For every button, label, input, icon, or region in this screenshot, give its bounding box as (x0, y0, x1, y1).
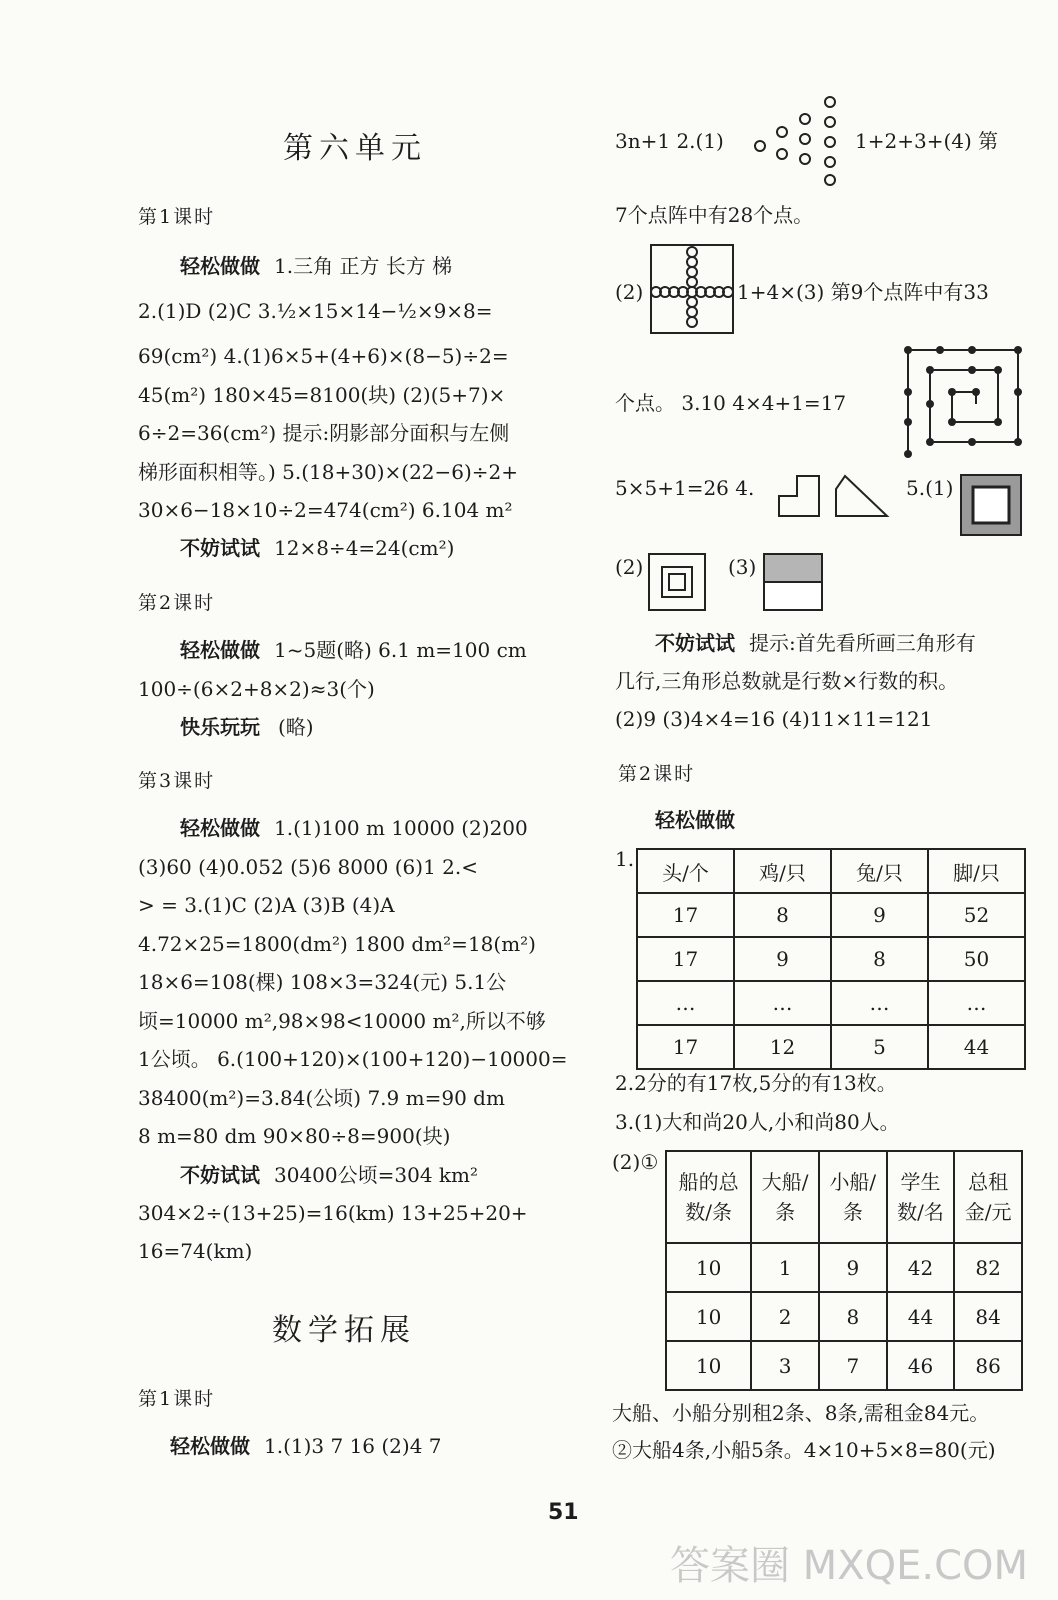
label-bfss: 不妨试试 (655, 631, 735, 655)
answer-line: (2)9 (3)4×4=16 (4)11×11=121 (615, 707, 933, 731)
answer-line (170, 1432, 442, 1460)
triangular-dot-pattern-figure (750, 94, 840, 186)
table-cell: 46 (887, 1341, 955, 1390)
table-cell: … (928, 981, 1025, 1025)
trapezoid-shape-figure (835, 475, 890, 517)
table-cell: 7 (819, 1341, 887, 1390)
answer-line (180, 814, 528, 842)
answer-line: 30×6−18×10÷2=474(cm²) 6.104 m² (138, 498, 513, 522)
cross-dot-pattern-figure (650, 244, 734, 334)
section-title: 第1课时 (138, 206, 216, 228)
table-row (666, 1292, 1022, 1341)
answer-text: 1.(1)100 m 10000 (2)200 (274, 816, 528, 840)
answer-line: 18×6=108(棵) 108×3=324(元) 5.1公 (138, 970, 507, 994)
answer-line: 5×5+1=26 4. (615, 476, 755, 500)
table-row (666, 1243, 1022, 1292)
answer-line: (2) (615, 555, 644, 579)
shaded-square-frame-figure (960, 474, 1022, 536)
table-cell: 9 (734, 937, 831, 981)
table-prefix: 1. (615, 847, 635, 871)
table-header-row (666, 1151, 1022, 1243)
table-cell: … (637, 981, 734, 1025)
answer-line (180, 713, 314, 741)
answer-line: 顷=10000 m²,98×98<10000 m²,所以不够 (138, 1009, 546, 1033)
table-row (637, 1025, 1025, 1069)
table-header-cell: 鸡/只 (734, 849, 831, 893)
nested-squares-figure (648, 553, 706, 611)
answer-text: 1.(1)3 7 16 (2)4 7 (264, 1434, 442, 1458)
table-cell: … (831, 981, 928, 1025)
table-cell: 12 (734, 1025, 831, 1069)
table-cell: 9 (831, 893, 928, 937)
table-header-cell: 兔/只 (831, 849, 928, 893)
answer-line: 几行,三角形总数就是行数×行数的积。 (615, 669, 959, 693)
answer-line (180, 636, 527, 664)
table-cell: 2 (751, 1292, 819, 1341)
answer-line: (2) (615, 280, 644, 304)
table-prefix: (2)① (612, 1150, 659, 1174)
section-title: 第2课时 (618, 763, 696, 785)
answer-line: 45(m²) 180×45=8100(块) (2)(5+7)× (138, 383, 506, 407)
table-cell: 10 (666, 1341, 751, 1390)
answer-line (655, 806, 735, 834)
table-header-cell: 脚/只 (928, 849, 1025, 893)
answer-line: 3n+1 2.(1) (615, 129, 724, 153)
table-header-cell: 学生 数/名 (887, 1151, 955, 1243)
answer-line: 4.72×25=1800(dm²) 1800 dm²=18(m²) (138, 932, 536, 956)
boat-rental-table (665, 1150, 1023, 1391)
answer-line: 1+4×(3) 第9个点阵中有33 (737, 280, 989, 304)
section-title: 第1课时 (138, 1388, 216, 1410)
table-cell: … (734, 981, 831, 1025)
answer-line: (3) (728, 555, 757, 579)
table-header-cell: 大船/ 条 (751, 1151, 819, 1243)
answer-line: (3)60 (4)0.052 (5)6 8000 (6)1 2.< (138, 855, 478, 879)
table-header-cell: 总租 金/元 (954, 1151, 1022, 1243)
answer-line: ②大船4条,小船5条。4×10+5×8=80(元) (612, 1438, 996, 1462)
answer-text: 1.三角 正方 长方 梯 (274, 254, 453, 278)
section-title: 第2课时 (138, 592, 216, 614)
half-shaded-rectangle-figure (763, 553, 823, 611)
answer-line: > = 3.(1)C (2)A (3)B (4)A (138, 893, 395, 917)
answer-line: 38400(m²)=3.84(公顷) 7.9 m=90 dm (138, 1086, 505, 1110)
table-header-cell: 船的总 数/条 (666, 1151, 751, 1243)
table-cell: 9 (819, 1243, 887, 1292)
table-cell: 10 (666, 1292, 751, 1341)
label-bfss: 不妨试试 (180, 536, 260, 560)
answer-line (180, 252, 452, 280)
table-row (637, 981, 1025, 1025)
answer-line (180, 534, 454, 562)
answer-text: 30400公顷=304 km² (274, 1163, 479, 1187)
extension-title: 数学拓展 (272, 1313, 416, 1348)
answer-line: 2.2分的有17枚,5分的有13枚。 (615, 1071, 897, 1095)
label-klww: 快乐玩玩 (180, 715, 260, 739)
answer-line: 5.(1) (906, 476, 954, 500)
label-qsz: 轻松做做 (180, 254, 260, 278)
table-cell: 10 (666, 1243, 751, 1292)
table-cell: 5 (831, 1025, 928, 1069)
table-cell: 17 (637, 937, 734, 981)
spiral-dot-pattern-figure (900, 344, 1026, 460)
table-row (666, 1341, 1022, 1390)
table-cell: 82 (954, 1243, 1022, 1292)
table-row (637, 937, 1025, 981)
answer-line: 1公顷。 6.(100+120)×(100+120)−10000= (138, 1047, 568, 1071)
answer-line: 1+2+3+(4) 第 (855, 129, 999, 153)
table-cell: 8 (734, 893, 831, 937)
answer-line: 8 m=80 dm 90×80÷8=900(块) (138, 1124, 451, 1148)
answer-text: 提示:首先看所画三角形有 (749, 631, 976, 655)
table-cell: 1 (751, 1243, 819, 1292)
label-qsz: 轻松做做 (180, 638, 260, 662)
answer-line: 16=74(km) (138, 1239, 253, 1263)
answer-line: 100÷(6×2+8×2)≈3(个) (138, 677, 375, 701)
table-cell: 42 (887, 1243, 955, 1292)
table-cell: 44 (928, 1025, 1025, 1069)
answer-line: 个点。 3.10 4×4+1=17 (615, 391, 847, 415)
answer-line: 梯形面积相等。) 5.(18+30)×(22−6)÷2+ (138, 460, 519, 484)
answer-line (180, 1161, 478, 1189)
table-cell: 50 (928, 937, 1025, 981)
answer-line: 大船、小船分别租2条、8条,需租金84元。 (612, 1401, 990, 1425)
answer-line: 304×2÷(13+25)=16(km) 13+25+20+ (138, 1201, 528, 1225)
table-cell: 52 (928, 893, 1025, 937)
unit-title: 第六单元 (283, 131, 427, 166)
section-title: 第3课时 (138, 770, 216, 792)
table-cell: 3 (751, 1341, 819, 1390)
table-cell: 84 (954, 1292, 1022, 1341)
table-cell: 17 (637, 1025, 734, 1069)
table-row (637, 893, 1025, 937)
table-cell: 8 (819, 1292, 887, 1341)
table-header-cell: 小船/ 条 (819, 1151, 887, 1243)
answer-line (655, 629, 976, 657)
watermark: 答案圈 MXQE.COM (669, 1543, 1028, 1589)
table-cell: 8 (831, 937, 928, 981)
label-bfss: 不妨试试 (180, 1163, 260, 1187)
l-shape-figure (778, 475, 820, 517)
table-header-cell: 头/个 (637, 849, 734, 893)
label-qsz: 轻松做做 (170, 1434, 250, 1458)
answer-line: 69(cm²) 4.(1)6×5+(4+6)×(8−5)÷2= (138, 344, 509, 368)
answer-line: 7个点阵中有28个点。 (615, 203, 814, 227)
table-cell: 17 (637, 893, 734, 937)
answer-line: 2.(1)D (2)C 3.½×15×14−½×9×8= (138, 299, 493, 323)
answer-line: 3.(1)大和尚20人,小和尚80人。 (615, 1110, 900, 1134)
table-cell: 44 (887, 1292, 955, 1341)
answer-text: (略) (278, 715, 314, 739)
page-number: 51 (548, 1500, 579, 1525)
answer-text: 1~5题(略) 6.1 m=100 cm (274, 638, 527, 662)
label-qsz: 轻松做做 (655, 808, 735, 832)
answer-line: 6÷2=36(cm²) 提示:阴影部分面积与左侧 (138, 421, 510, 445)
chicken-rabbit-table (636, 848, 1026, 1070)
label-qsz: 轻松做做 (180, 816, 260, 840)
table-cell: 86 (954, 1341, 1022, 1390)
table-header-row (637, 849, 1025, 893)
answer-text: 12×8÷4=24(cm²) (274, 536, 455, 560)
